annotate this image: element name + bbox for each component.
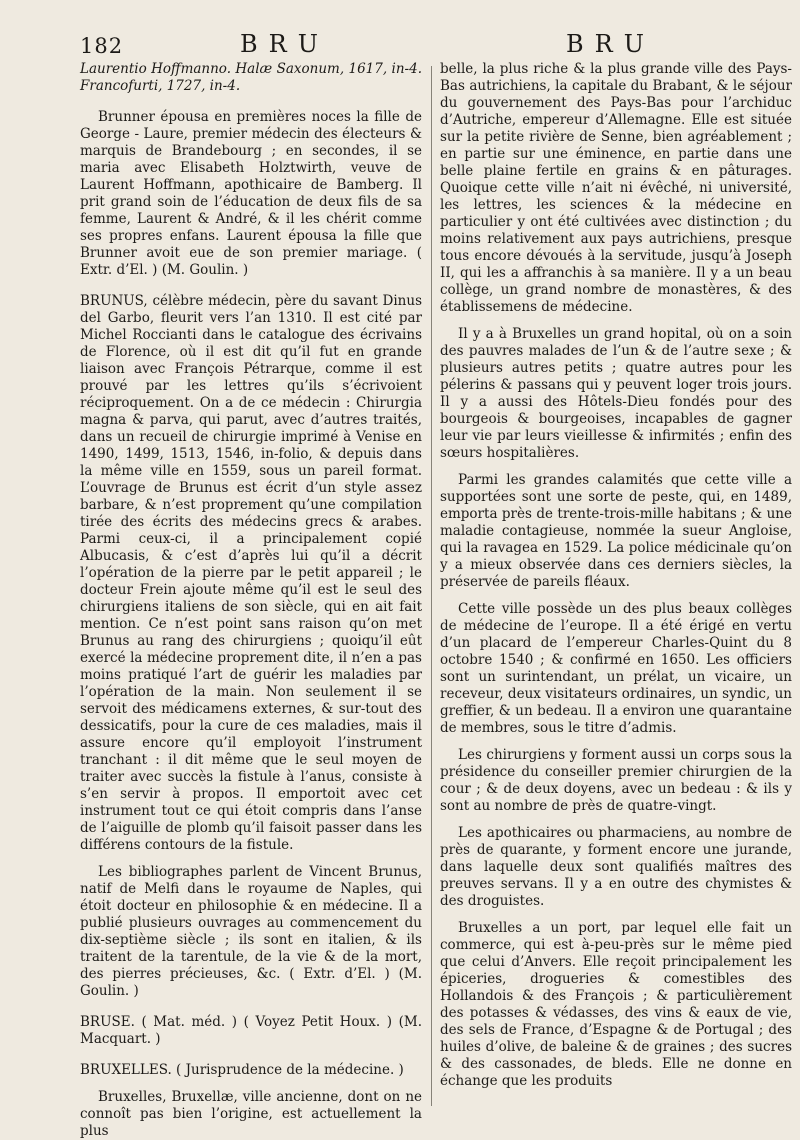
apothecaries-paragraph: Les apothicaires ou pharmaciens, au nombre de près de quarante, y forment encore une jurande, dans laquelle deux sont qualifiés maîtres des preuves servans. Il y a en outre des chymistes & des droguistes. bbox=[440, 825, 792, 909]
bruxelles-description-paragraph: belle, la plus riche & la plus grande ville des Pays-Bas autrichiens, la capitale du Brabant, & le séjour du gouvernement des Pays-Bas pour l’archiduc d’Autriche, empereur d’Allemagne. Elle est située sur la petite rivière de Senne, bien agréablement ; en partie sur une éminence, en partie dans une belle plaine fertile en grains & en pâturages. Quoique cette ville n’ait ni évêché, ni université, les lettres, les sciences & la médecine en particulier y ont été cultivées avec distinction ; du moins relativement aux pays autrichiens, presque tous encore dévoués à la servitude, jusqu’à Joseph II, qui les a affranchis à sa manière. Il y a un beau collège, un grand nombre de monastères, & des établissemens de médecine. bbox=[440, 61, 792, 315]
bruxelles-intro-paragraph: Bruxelles, Bruxellæ, ville ancienne, dont on ne connoît pas bien l’origine, est actuellement la plus bbox=[80, 1089, 422, 1139]
calamities-paragraph: Parmi les grandes calamités que cette ville a supportées sont une sorte de peste, qui, en 1489, emporta près de trente-trois-mille habitans ; & une maladie contagieuse, nommée la sueur Angloise, qui la ravagea en 1529. La police médicinale qu’on y a mieux observée dans ces derniers siècles, la préservée de pareils fléaux. bbox=[440, 472, 792, 590]
entry-brunus: BRUNUS, célèbre médecin, père du savant Dinus del Garbo, fleurit vers l’an 1310. Il est cité par Michel Roccianti dans le catalogue des écrivains de Florence, où il est dit qu’il fut en grande liaison avec François Pétrarque, comme il est prouvé par les lettres qu’ils s’écrivoient réciproquement. On a de ce médecin : Chirurgia magna & parva, qui parut, avec d’autres traités, dans un recueil de chirurgie imprimé à Venise en 1490, 1499, 1513, 1546, in-folio, & depuis dans la même ville en 1559, sous un pareil format. L’ouvrage de Brunus est écrit d’un style assez barbare, & n’est proprement qu’une compilation tirée des écrits des médecins grecs & arabes. Parmi ceux-ci, il a principalement copié Albucasis, & c’est d’après lui qu’il a décrit l’opération de la pierre par le petit appareil ; le docteur Frein ajoute même qu’il est le seul des chirurgiens italiens de son siècle, qui en ait fait mention. Ce n’est point sans raison qu’on met Brunus au rang des chirurgiens ; quoiqu’il eût exercé la médecine proprement dite, il n’en a pas moins pratiqué l’art de guérir les maladies par l’opération de la main. Non seulement il se servoit des médicamens externes, & sur-tout des dessicatifs, pour la cure de ces maladies, mais il assure encore qu’il employoit l’instrument tranchant : il dit même que le seul moyen de traiter avec succès la fistule à l’anus, consiste à s’en servir à propos. Il emportoit avec cet instrument tout ce qui étoit compris dans l’anse de l’aiguille de plomb qu’il faisoit passer dans les différens contours de la fistule. bbox=[80, 293, 422, 853]
vincent-brunus-paragraph: Les bibliographes parlent de Vincent Brunus, natif de Melfi dans le royaume de Naples, qui étoit docteur en philosophie & en médecine. Il a publié plusieurs ouvrages au commencement du dix-septième siècle ; ils sont en italien, & ils traitent de la tarentule, de la vie & de la mort, des pierres précieuses, &c. ( Extr. d’El. ) (M. Goulin. ) bbox=[80, 864, 422, 999]
running-head-left: BRU bbox=[240, 30, 329, 58]
running-head-right: BRU bbox=[566, 30, 655, 58]
surgeons-paragraph: Les chirurgiens y forment aussi un corps sous la présidence du conseiller premier chirurgien de la cour ; & de deux doyens, avec un bedeau : & ils y sont au nombre de près de quatre-vingt. bbox=[440, 747, 792, 814]
college-paragraph: Cette ville possède un des plus beaux collèges de médecine de l’europe. Il a été érigé en vertu d’un placard de l’empereur Charles-Quint du 8 octobre 1540 ; & confirmé en 1650. Les officiers sont un surintendant, un prélat, un vicaire, un receveur, deux visitateurs ordinaires, un syndic, un greffier, & un bedeau. Il a environ une quarantaine de membres, sous le titre d’admis. bbox=[440, 601, 792, 736]
right-column bbox=[440, 61, 792, 1106]
column-divider bbox=[431, 66, 432, 1106]
commerce-paragraph: Bruxelles a un port, par lequel elle fait un commerce, qui est à-peu-près sur le même pied que celui d’Anvers. Elle reçoit principalement les épiceries, drogueries & comestibles des Hollandois & des François ; & particulièrement des potasses & védasses, des vins & eaux de vie, des sels de France, d’Espagne & de Portugal ; des huiles d’olive, de baleine & de graines ; des sucres & des cassonades, de bleds. Elle ne donne en échange que les produits bbox=[440, 920, 792, 1089]
page-number: 182 bbox=[80, 34, 124, 58]
brunner-paragraph: Brunner épousa en premières noces la fille de George - Laure, premier médecin des électeurs & marquis de Brandebourg ; en secondes, il se maria avec Elisabeth Holztwirth, veuve de Laurent Hoffmann, apothicaire de Bamberg. Il prit grand soin de l’éducation de deux fils de sa femme, Laurent & André, & il les chérit comme ses propres enfans. Laurent épousa la fille que Brunner avoit eue de son premier mariage. ( Extr. d’El. ) (M. Goulin. ) bbox=[80, 109, 422, 278]
left-column bbox=[80, 61, 422, 1139]
hospitals-paragraph: Il y a à Bruxelles un grand hopital, où on a soin des pauvres malades de l’un & de l’autre sexe ; & plusieurs autres petits ; quatre autres pour les pélerins & passans qui y peuvent loger trois jours. Il y a aussi des Hôtels-Dieu fondés pour des bourgeois & bourgeoises, incapables de gagner leur vie par leurs vieillesse & infirmités ; enfin des sœurs hospitalières. bbox=[440, 326, 792, 461]
citation-paragraph: Laurentio Hoffmanno. Halæ Saxonum, 1617, in-4. Francofurti, 1727, in-4. bbox=[80, 61, 422, 94]
entry-bruse: BRUSE. ( Mat. méd. ) ( Voyez Petit Houx. ) (M. Macquart. ) bbox=[80, 1014, 422, 1047]
entry-bruxelles-heading: BRUXELLES. ( Jurisprudence de la médecine. ) bbox=[80, 1062, 404, 1078]
